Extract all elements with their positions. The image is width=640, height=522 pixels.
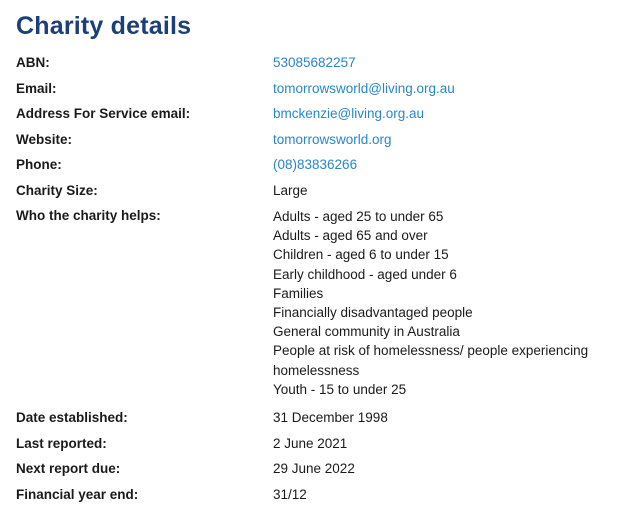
date-established-row (16, 405, 624, 431)
list-item: General community in Australia (273, 324, 460, 340)
service-email-label: Address For Service email: (16, 106, 191, 121)
abn-link[interactable]: 53085682257 (273, 55, 356, 70)
charity-size-row (16, 178, 624, 204)
email-link[interactable]: tomorrowsworld@living.org.au (273, 80, 455, 96)
next-report-row (16, 456, 624, 482)
phone-link[interactable]: (08)83836266 (273, 157, 358, 172)
service-email-link[interactable]: bmckenzie@living.org.au (273, 106, 425, 121)
page-title: Charity details (16, 12, 192, 40)
list-item: Children - aged 6 to under 15 (273, 247, 449, 263)
list-item: Early childhood - aged under 6 (273, 266, 457, 282)
next-report-label: Next report due: (16, 461, 121, 477)
abn-row (16, 50, 624, 76)
charity-size-value: Large (273, 182, 308, 198)
who-helps-row (16, 203, 624, 399)
website-link[interactable]: tomorrowsworld.org (273, 131, 392, 147)
list-item: Adults - aged 25 to under 65 (273, 209, 444, 224)
last-reported-label: Last reported: (16, 435, 107, 451)
who-helps-list (273, 207, 624, 399)
list-item: Adults - aged 65 and over (273, 228, 428, 244)
financial-year-end-label: Financial year end: (16, 486, 139, 502)
date-established-label: Date established: (16, 410, 128, 426)
last-reported-value: 2 June 2021 (273, 435, 348, 451)
charity-size-label: Charity Size: (16, 182, 98, 198)
who-helps-label: Who the charity helps: (16, 208, 161, 223)
email-row (16, 76, 624, 102)
email-label: Email: (16, 80, 57, 96)
phone-row (16, 152, 624, 178)
abn-label: ABN: (16, 55, 50, 70)
list-item: Financially disadvantaged people (273, 305, 473, 321)
list-item: People at risk of homelessness/ people experiencing (273, 343, 589, 359)
website-label: Website: (16, 131, 73, 147)
list-item: Youth - 15 to under 25 (273, 381, 407, 397)
next-report-value: 29 June 2022 (273, 461, 355, 477)
date-established-value: 31 December 1998 (273, 410, 388, 426)
website-row (16, 127, 624, 153)
phone-label: Phone: (16, 157, 62, 172)
financial-year-end-row (16, 482, 624, 508)
list-item: homelessness (273, 362, 360, 378)
service-email-row (16, 101, 624, 127)
list-item: Families (273, 285, 324, 301)
financial-year-end-value: 31/12 (273, 486, 307, 502)
last-reported-row (16, 431, 624, 457)
